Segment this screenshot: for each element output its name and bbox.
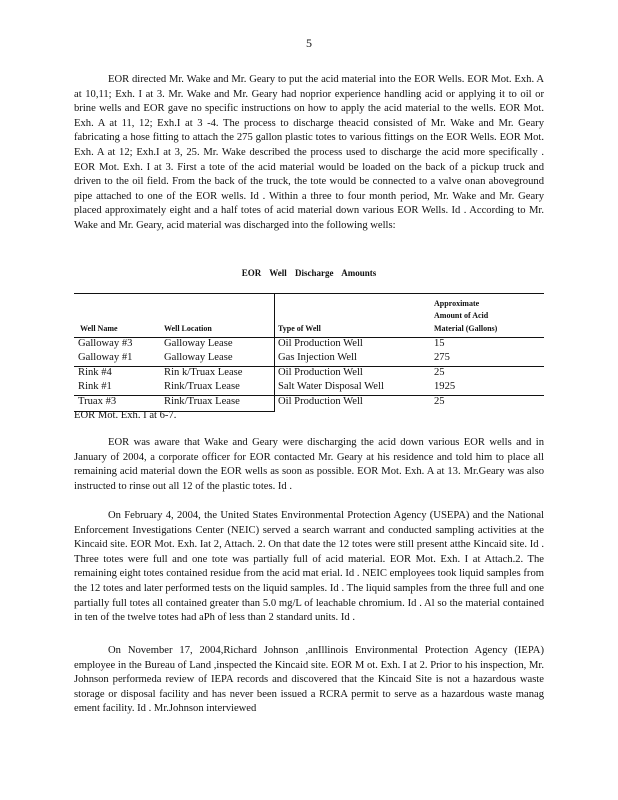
row-amount: 275: [434, 352, 450, 363]
page-number: 5: [306, 36, 312, 50]
row-well-location: Rin k/Truax Lease: [164, 367, 243, 378]
row-well-location: Galloway Lease: [164, 352, 233, 363]
paragraph-november-inspection: [74, 644, 544, 717]
row-well-location: Rink/Truax Lease: [164, 396, 240, 407]
paragraph-text: On November 17, 2004,Richard Johnson ,anIllinois Environmental Protection Agency (IEPA) employee in the Bureau of Land ,inspected the Kincaid site. EOR M ot. Exh. I at 2. Prior to his inspection, Mr. Johnson performeda review of IEPA records and discovered that the Kincaid Site is not a hazardous waste storage or disposal facility and has never been issued a RCRA permit to serve as a hazardous waste manag ement facility. Id . Mr.Johnson interviewed: [74, 645, 544, 715]
header-amount-line3: Material (Gallons): [434, 324, 498, 333]
row-well-location: Rink/Truax Lease: [164, 381, 240, 392]
row-well-name: Rink #1: [78, 381, 112, 392]
row-well-location: Galloway Lease: [164, 338, 233, 349]
row-well-type: Oil Production Well: [278, 338, 363, 349]
row-well-type: Oil Production Well: [278, 367, 363, 378]
paragraph-eor-aware: [74, 436, 544, 494]
row-well-type: Salt Water Disposal Well: [278, 381, 384, 392]
row-amount: 25: [434, 396, 445, 407]
row-well-type: Oil Production Well: [278, 396, 363, 407]
row-well-name: Truax #3: [78, 396, 117, 407]
header-well-name: Well Name: [80, 324, 118, 333]
paragraph-text: EOR was aware that Wake and Geary were discharging the acid down various EOR wells and in January of 2004, a corporate officer for EOR contacted Mr. Geary at his residence and told him to place all remaining acid material down the EOR wells as soon as possible. EOR Mot. Exh. A at 13. Mr.Geary was also instructed to rinse out all 12 of the plastic totes. Id .: [74, 437, 544, 492]
paragraph-text: On February 4, 2004, the United States Environmental Protection Agency (USEPA) and the National Enforcement Investigations Center (NEIC) served a search warrant and conducted sampling activities at the Kincaid site. EOR Mot. Exh. Iat 2, Attach. 2. On that date the 12 totes were still present atthe Kincaid site. Id . Three totes were full and one tote was partially full of acid material. EOR Mot. Exh. I at Attach.2. The remaining eight totes contained residue from the acid mat erial. Id . NEIC employees took liquid samples from the 12 totes and later performed tests on the liquid samples. Id . The liquid samples from the three full and one partially full totes all contained greater than 5.0 mg/L of leachable chromium. Id . Al so the material contained in ten of the twelve totes had aPh of less than 2 standard units. Id .: [74, 510, 544, 624]
header-amount-line2: Amount of Acid: [434, 311, 489, 320]
row-amount: 1925: [434, 381, 456, 392]
header-well-location: Well Location: [164, 324, 212, 333]
header-type-of-well: Type of Well: [278, 324, 321, 333]
row-well-name: Galloway #1: [78, 352, 133, 363]
row-well-name: Rink #4: [78, 367, 112, 378]
paragraph-february-search: [74, 509, 544, 626]
table-top-rule: [74, 293, 544, 294]
table-citation: EOR Mot. Exh. I at 6-7.: [74, 410, 177, 421]
paragraph-text: EOR directed Mr. Wake and Mr. Geary to put the acid material into the EOR Wells. EOR Mot. Exh. A at 10,11; Exh. I at 3. Mr. Wake and Mr. Geary had noprior experience handling acid or applying it to oil or brine wells and EOR gave no specific instructions on how to apply the acid material to the wells. EOR Mot. Exh. A at 11, 12; Exh.I at 3 -4. The process to discharge theacid consisted of Mr. Wake and Mr. Geary fabricating a hose fitting to attach the 275 gallon plastic totes to various fittings on the EOR Wells. EOR Mot. Exh. A at 12; Exh.I at 3, 25. Mr. Wake described the process used to discharge the acid more specifically . EOR Mot. Exh. I at 3. First a tote of the acid material would be loaded on the back of a pickup truck and driven to the oil field. From the back of the truck, the tote would be connected to a valve onan aboveground pipe attached to one of the EOR wells. Id . Within a three to four month period, Mr. Wake and Mr. Geary placed approximately eight and a half totes of acid material down various EOR Wells. Id . According to Mr. Wake and Mr. Geary, acid material was discharged into the following wells:: [74, 74, 544, 231]
row-well-name: Galloway #3: [78, 338, 133, 349]
paragraph-eor-directed: [74, 73, 544, 234]
row-well-type: Gas Injection Well: [278, 352, 357, 363]
table-title: EOR Well Discharge Amounts: [241, 268, 377, 278]
row-amount: 25: [434, 367, 445, 378]
header-amount-line1: Approximate: [434, 299, 480, 308]
row-amount: 15: [434, 338, 445, 349]
